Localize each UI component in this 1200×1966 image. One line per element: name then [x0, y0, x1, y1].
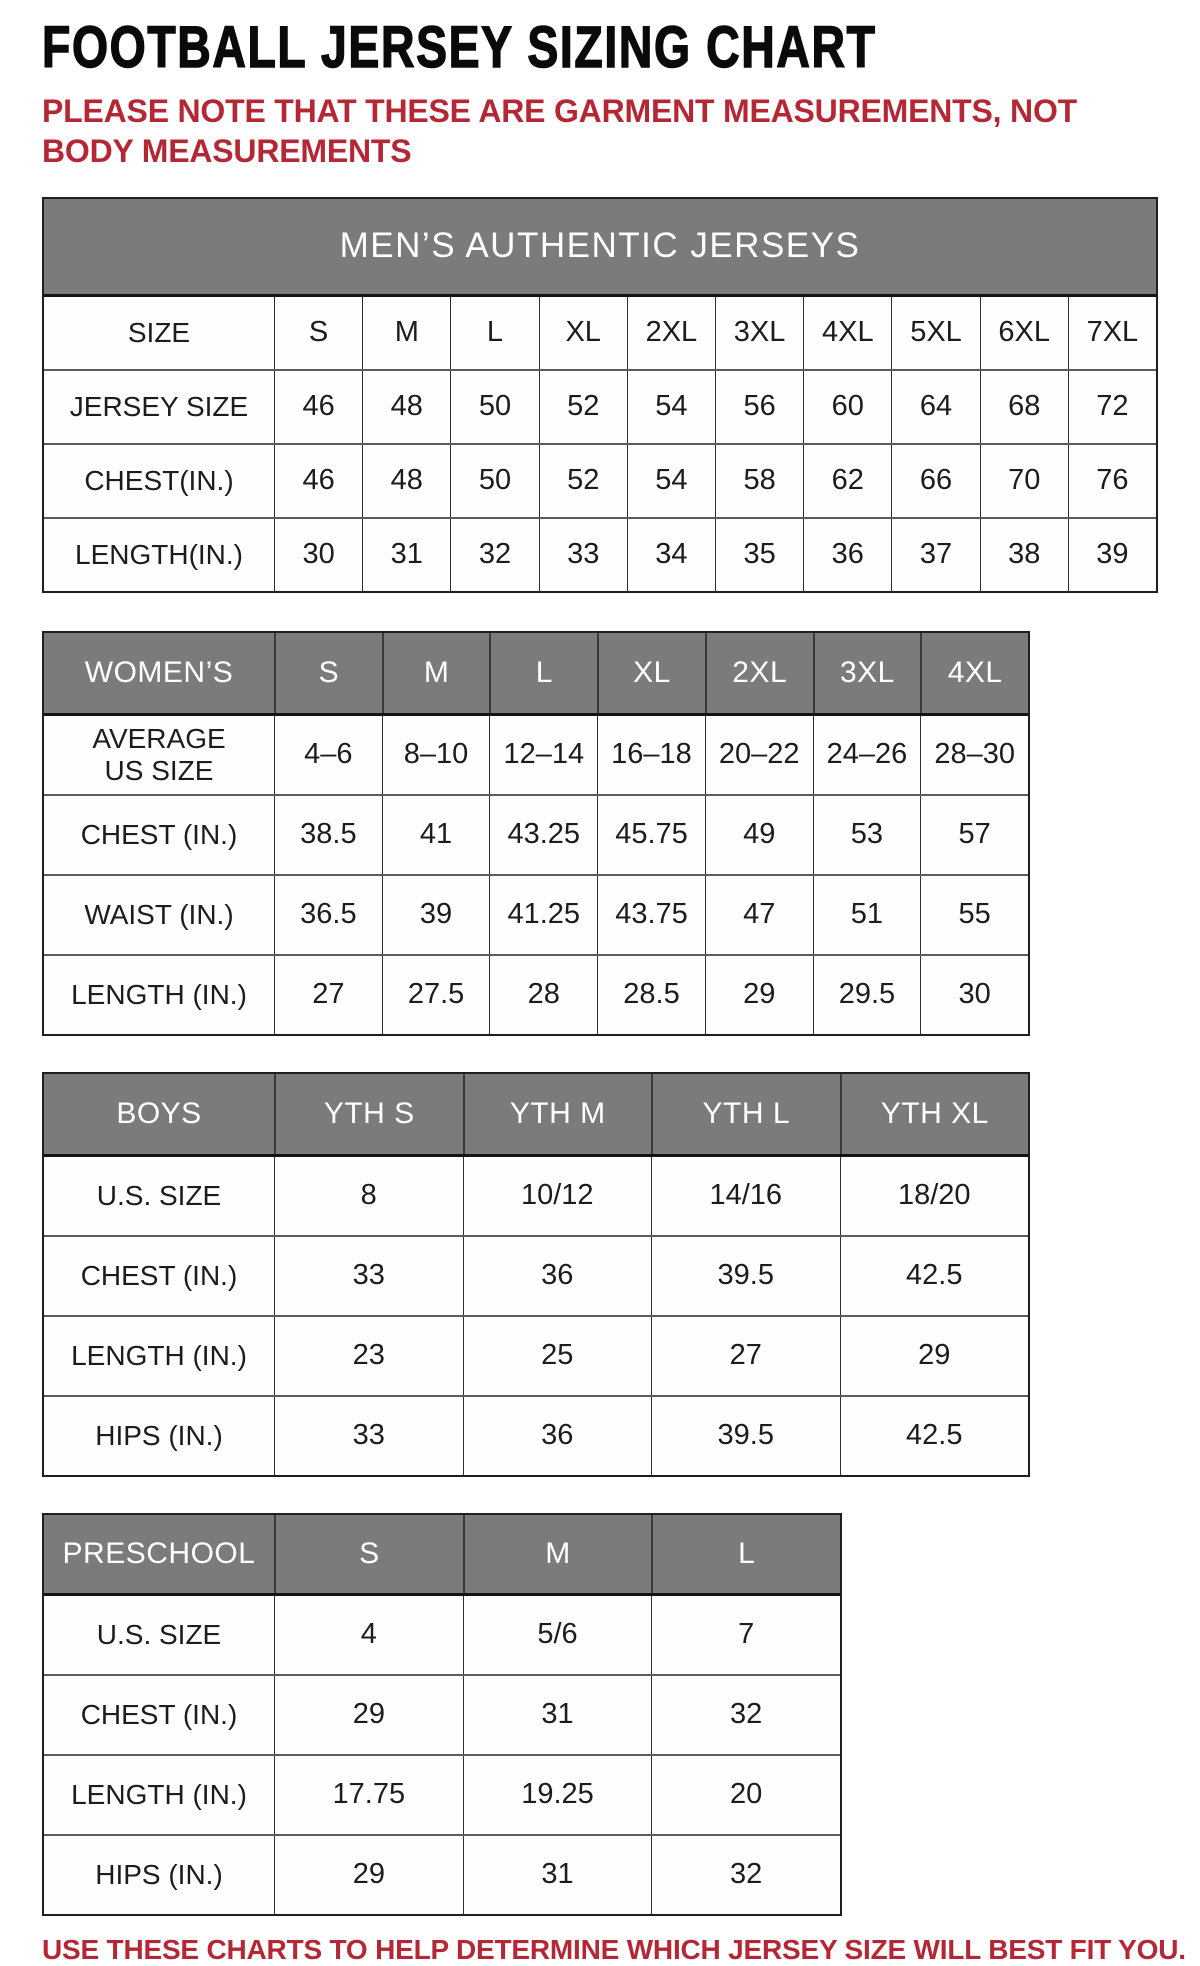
cell: 38.5 [274, 796, 382, 874]
table-row [44, 794, 1028, 874]
cell: 45.75 [597, 796, 705, 874]
cell: 43.25 [489, 796, 597, 874]
row-label [44, 1157, 274, 1235]
boys-header-row [44, 1074, 1028, 1157]
table-row [44, 297, 1156, 369]
cell: 4XL [803, 297, 891, 369]
cell: 6XL [980, 297, 1068, 369]
boys-group-label: BOYS [116, 1096, 202, 1130]
cell: 54 [627, 371, 715, 443]
table-row [44, 1395, 1028, 1475]
cell: 24–26 [813, 716, 921, 794]
cell: 36 [463, 1397, 652, 1475]
cell: 52 [539, 371, 627, 443]
row-label-text: JERSEY SIZE [69, 390, 249, 422]
cell: 28 [489, 956, 597, 1034]
cell: 32 [450, 519, 538, 591]
cell: 19.25 [463, 1756, 652, 1834]
table-row [44, 1157, 1028, 1235]
cell: 49 [705, 796, 813, 874]
cell: 42.5 [840, 1237, 1029, 1315]
cell: 27 [274, 956, 382, 1034]
womens-group-label: WOMEN’S [84, 655, 234, 689]
cell: 50 [450, 445, 538, 517]
cell: 32 [651, 1836, 840, 1914]
cell: 8–10 [382, 716, 490, 794]
row-label-text: CHEST (IN.) [80, 818, 238, 850]
row-label-text: HIPS (IN.) [95, 1858, 223, 1890]
cell: 12–14 [489, 716, 597, 794]
cell: 43.75 [597, 876, 705, 954]
row-label-text: AVERAGE US SIZE [92, 722, 226, 786]
column-header: XL [597, 633, 705, 713]
preschool-group-label: PRESCHOOL [62, 1536, 256, 1570]
table-row [44, 716, 1028, 794]
cell: 20 [651, 1756, 840, 1834]
column-header: 2XL [705, 633, 813, 713]
cell: 7XL [1068, 297, 1156, 369]
cell: 14/16 [651, 1157, 840, 1235]
column-header: L [651, 1515, 840, 1593]
cell: 32 [651, 1676, 840, 1754]
cell: 39.5 [651, 1237, 840, 1315]
cell: 30 [920, 956, 1028, 1034]
cell: 55 [920, 876, 1028, 954]
row-label [44, 1237, 274, 1315]
cell: 39 [1068, 519, 1156, 591]
cell: 37 [891, 519, 979, 591]
table-row [44, 1315, 1028, 1395]
column-header: YTH XL [840, 1074, 1029, 1154]
cell: 57 [920, 796, 1028, 874]
womens-header-row [44, 633, 1028, 716]
column-header: M [382, 633, 490, 713]
cell: 29 [840, 1317, 1029, 1395]
cell: 8 [274, 1157, 463, 1235]
row-label [44, 796, 274, 874]
row-label [44, 297, 274, 369]
table-row [44, 1235, 1028, 1315]
row-label-text: LENGTH (IN.) [71, 1778, 247, 1810]
cell: 29 [274, 1836, 463, 1914]
row-label [44, 1756, 274, 1834]
row-label-text: WAIST (IN.) [84, 898, 234, 930]
cell: 42.5 [840, 1397, 1029, 1475]
cell: 31 [463, 1676, 652, 1754]
cell: 50 [450, 371, 538, 443]
cell: 7 [651, 1596, 840, 1674]
cell: 33 [539, 519, 627, 591]
cell: 39.5 [651, 1397, 840, 1475]
cell: 28–30 [920, 716, 1028, 794]
cell: 46 [274, 445, 362, 517]
row-label [44, 1397, 274, 1475]
garment-measurements-note: PLEASE NOTE THAT THESE ARE GARMENT MEASUREMENTS, NOT BODY MEASUREMENTS [42, 92, 1077, 169]
cell: 56 [715, 371, 803, 443]
table-row [44, 954, 1028, 1034]
row-label-text: CHEST (IN.) [80, 1698, 238, 1730]
cell: 3XL [715, 297, 803, 369]
row-label-text: LENGTH (IN.) [71, 978, 247, 1010]
cell: 20–22 [705, 716, 813, 794]
cell: 41.25 [489, 876, 597, 954]
cell: 10/12 [463, 1157, 652, 1235]
row-label [44, 1596, 274, 1674]
cell: 31 [463, 1836, 652, 1914]
page-title: FOOTBALL JERSEY SIZING CHART [42, 15, 877, 80]
row-label [44, 519, 274, 591]
cell: 33 [274, 1237, 463, 1315]
cell: 47 [705, 876, 813, 954]
row-label-text: CHEST(IN.) [84, 464, 234, 496]
row-label [44, 371, 274, 443]
cell: 34 [627, 519, 715, 591]
cell: 54 [627, 445, 715, 517]
cell: 33 [274, 1397, 463, 1475]
cell: 36 [803, 519, 891, 591]
cell: 48 [362, 371, 450, 443]
row-label [44, 1676, 274, 1754]
table-row [44, 1834, 840, 1914]
cell: L [450, 297, 538, 369]
cell: 25 [463, 1317, 652, 1395]
column-header: L [489, 633, 597, 713]
cell: 5/6 [463, 1596, 652, 1674]
cell: 68 [980, 371, 1068, 443]
cell: 41 [382, 796, 490, 874]
row-label-text: U.S. SIZE [96, 1179, 222, 1211]
cell: 27 [651, 1317, 840, 1395]
preschool-sizing-table [42, 1513, 842, 1916]
fit-advice-note: USE THESE CHARTS TO HELP DETERMINE WHICH JERSEY SIZE WILL BEST FIT YOU. [42, 1933, 1186, 1965]
row-label [44, 1317, 274, 1395]
cell: 38 [980, 519, 1068, 591]
table-row [44, 1596, 840, 1674]
row-label [44, 1836, 274, 1914]
row-label-text: HIPS (IN.) [95, 1419, 223, 1451]
cell: 35 [715, 519, 803, 591]
row-label [44, 716, 274, 794]
row-label-text: LENGTH(IN.) [75, 538, 243, 570]
cell: 30 [274, 519, 362, 591]
cell: 51 [813, 876, 921, 954]
table-row [44, 1754, 840, 1834]
cell: 23 [274, 1317, 463, 1395]
row-label [44, 445, 274, 517]
column-header: YTH L [651, 1074, 840, 1154]
row-label-text: CHEST (IN.) [80, 1259, 238, 1291]
mens-table-banner: MEN’S AUTHENTIC JERSEYS [44, 199, 1156, 297]
cell: XL [539, 297, 627, 369]
column-header: 4XL [920, 633, 1028, 713]
cell: 70 [980, 445, 1068, 517]
row-label [44, 956, 274, 1034]
column-header: YTH S [274, 1074, 463, 1154]
preschool-header-row [44, 1515, 840, 1596]
cell: 36 [463, 1237, 652, 1315]
boys-sizing-table [42, 1072, 1030, 1477]
cell: 76 [1068, 445, 1156, 517]
row-label-text: SIZE [127, 316, 191, 348]
cell: 72 [1068, 371, 1156, 443]
cell: 4–6 [274, 716, 382, 794]
cell: 29 [705, 956, 813, 1034]
cell: 46 [274, 371, 362, 443]
table-row [44, 1674, 840, 1754]
table-row [44, 874, 1028, 954]
row-label-text: U.S. SIZE [96, 1618, 222, 1650]
cell: 60 [803, 371, 891, 443]
table-row [44, 517, 1156, 591]
cell: 39 [382, 876, 490, 954]
table-row [44, 369, 1156, 443]
column-header: S [274, 1515, 463, 1593]
column-header: S [274, 633, 382, 713]
table-row [44, 443, 1156, 517]
womens-sizing-table [42, 631, 1030, 1036]
mens-sizing-table [42, 197, 1158, 593]
row-label-text: LENGTH (IN.) [71, 1339, 247, 1371]
column-header: YTH M [463, 1074, 652, 1154]
cell: 29 [274, 1676, 463, 1754]
column-header: M [463, 1515, 652, 1593]
cell: 52 [539, 445, 627, 517]
cell: 48 [362, 445, 450, 517]
cell: 64 [891, 371, 979, 443]
cell: S [274, 297, 362, 369]
cell: 2XL [627, 297, 715, 369]
cell: 66 [891, 445, 979, 517]
cell: 17.75 [274, 1756, 463, 1834]
cell: 5XL [891, 297, 979, 369]
cell: 4 [274, 1596, 463, 1674]
cell: 28.5 [597, 956, 705, 1034]
cell: 29.5 [813, 956, 921, 1034]
cell: 36.5 [274, 876, 382, 954]
cell: 16–18 [597, 716, 705, 794]
row-label [44, 876, 274, 954]
cell: 18/20 [840, 1157, 1029, 1235]
column-header: 3XL [813, 633, 921, 713]
cell: 53 [813, 796, 921, 874]
cell: M [362, 297, 450, 369]
cell: 27.5 [382, 956, 490, 1034]
cell: 31 [362, 519, 450, 591]
cell: 58 [715, 445, 803, 517]
cell: 62 [803, 445, 891, 517]
